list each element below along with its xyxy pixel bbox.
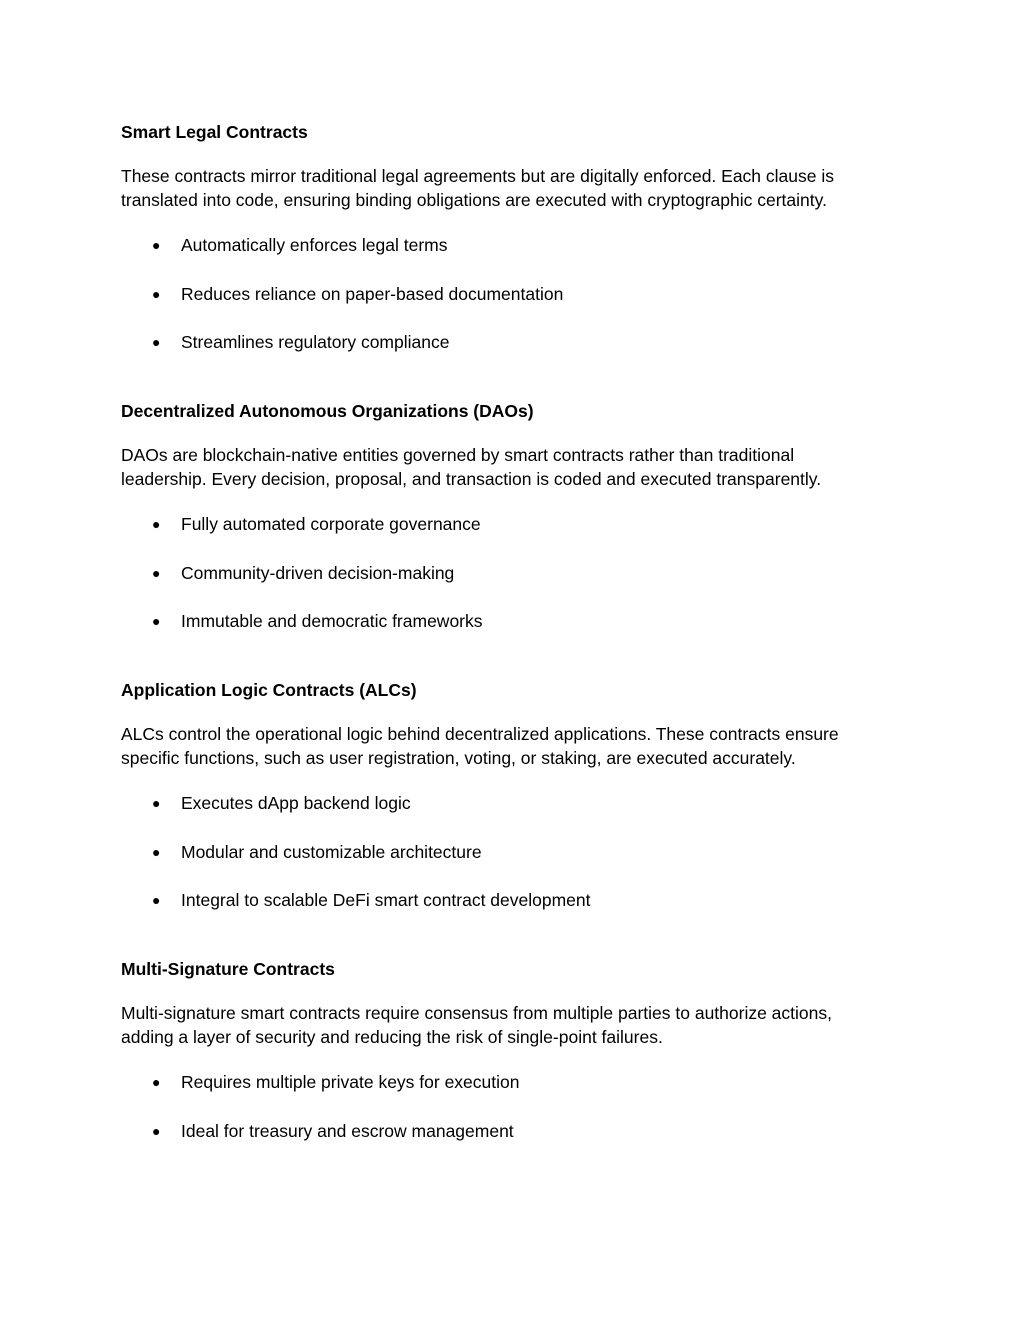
bullet-icon: ● (152, 237, 161, 253)
bullet-icon: ● (152, 1074, 161, 1090)
list-item-text: Executes dApp backend logic (181, 793, 411, 813)
list-item-text: Reduces reliance on paper-based documentation (181, 284, 564, 304)
bullet-icon: ● (152, 613, 161, 629)
paragraph-line: adding a layer of security and reducing the risk of single-point failures. (121, 1027, 663, 1047)
list-item-text: Fully automated corporate governance (181, 514, 481, 534)
bullet-icon: ● (152, 565, 161, 581)
section-heading: Multi-Signature Contracts (121, 959, 335, 979)
list-item-text: Immutable and democratic frameworks (181, 611, 483, 631)
list-item-text: Streamlines regulatory compliance (181, 332, 450, 352)
list-item-text: Ideal for treasury and escrow management (181, 1121, 514, 1141)
bullet-icon: ● (152, 892, 161, 908)
paragraph-line: DAOs are blockchain-native entities governed by smart contracts rather than traditional (121, 445, 795, 465)
paragraph-line: leadership. Every decision, proposal, and transaction is coded and executed transparently. (121, 469, 822, 489)
paragraph-line: ALCs control the operational logic behind decentralized applications. These contracts ensure (121, 724, 839, 744)
bullet-icon: ● (152, 286, 161, 302)
bullet-icon: ● (152, 1123, 161, 1139)
paragraph-line: Multi-signature smart contracts require consensus from multiple parties to authorize actions, (121, 1003, 832, 1023)
list-item-text: Modular and customizable architecture (181, 842, 482, 862)
list-item-text: Community-driven decision-making (181, 563, 455, 583)
bullet-icon: ● (152, 516, 161, 532)
paragraph-line: specific functions, such as user registration, voting, or staking, are executed accurately. (121, 748, 796, 768)
list-item-text: Requires multiple private keys for execution (181, 1072, 520, 1092)
list-item-text: Integral to scalable DeFi smart contract development (181, 890, 591, 910)
section-heading: Smart Legal Contracts (121, 122, 308, 142)
list-item-text: Automatically enforces legal terms (181, 235, 448, 255)
section-paragraph (121, 722, 891, 770)
paragraph-line: translated into code, ensuring binding obligations are executed with cryptographic certainty. (121, 190, 827, 210)
paragraph-line: These contracts mirror traditional legal agreements but are digitally enforced. Each clause is (121, 166, 834, 186)
section-paragraph (121, 164, 891, 212)
bullet-icon: ● (152, 334, 161, 350)
section-paragraph (121, 443, 891, 491)
bullet-icon: ● (152, 844, 161, 860)
section-paragraph (121, 1001, 891, 1049)
section-heading: Decentralized Autonomous Organizations (DAOs) (121, 401, 534, 421)
bullet-icon: ● (152, 795, 161, 811)
section-heading: Application Logic Contracts (ALCs) (121, 680, 417, 700)
